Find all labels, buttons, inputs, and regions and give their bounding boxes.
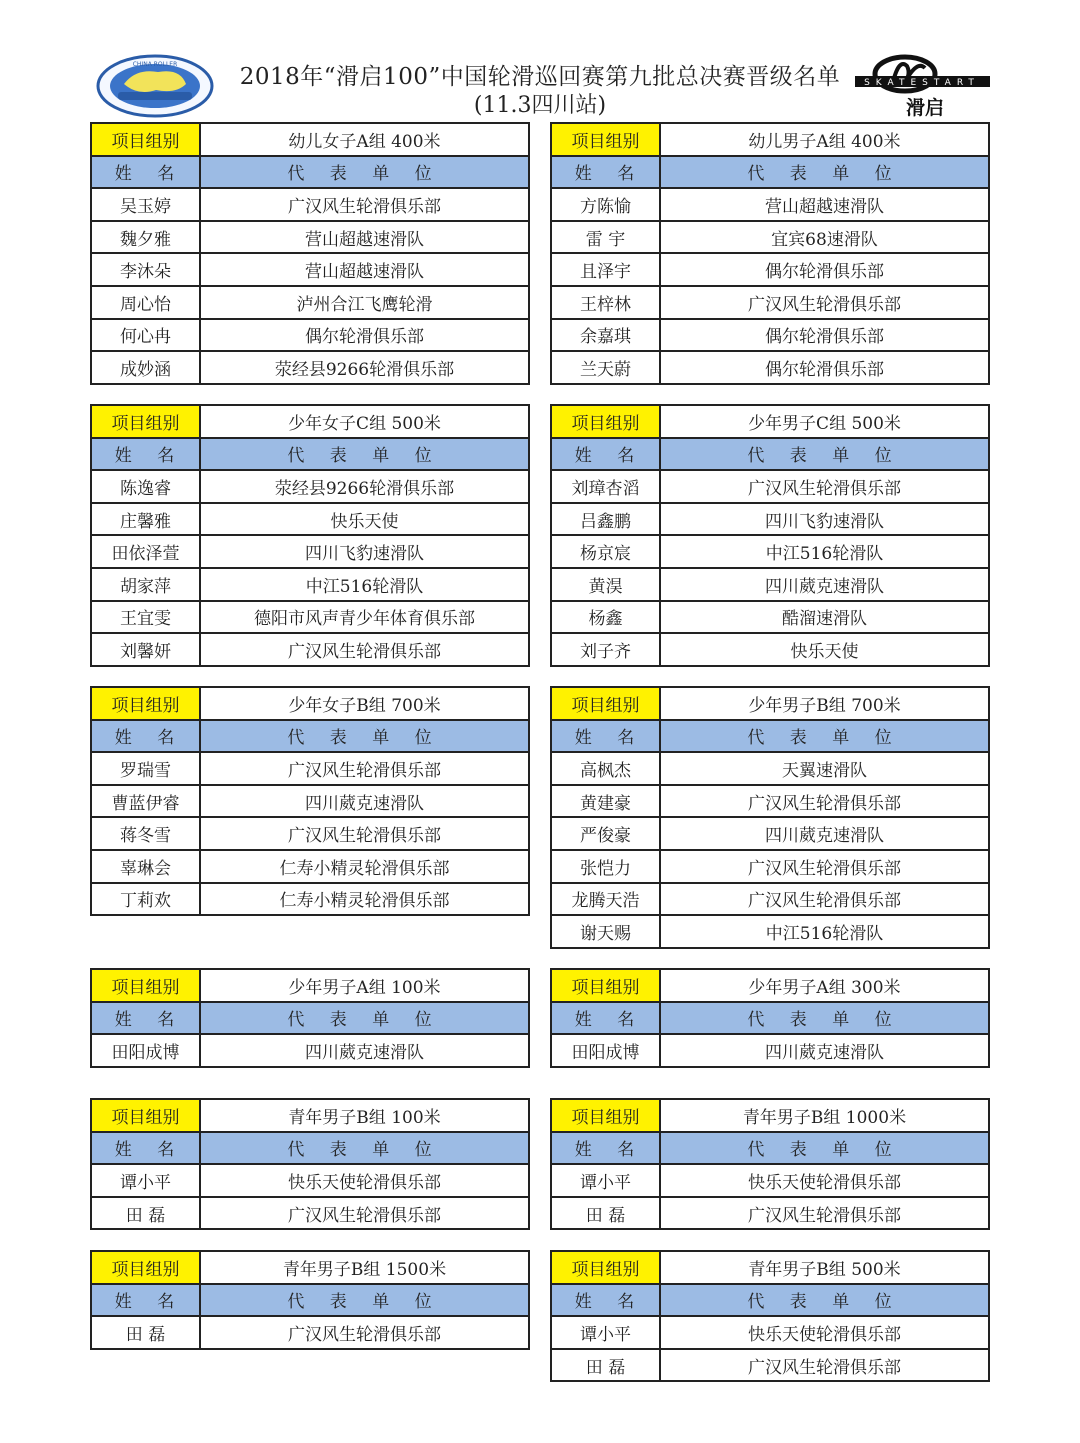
event-table <box>550 404 990 667</box>
table-row <box>552 634 988 667</box>
table-row <box>552 818 988 851</box>
name-column-header: 姓 名 <box>92 157 201 188</box>
team-name: 荥经县9266轮滑俱乐部 <box>274 359 455 380</box>
athlete-name: 何心冉 <box>92 320 201 351</box>
team-name: 广汉风生轮滑俱乐部 <box>748 858 901 879</box>
event-label: 项目组别 <box>92 688 201 719</box>
unit-column-header: 代 表 单 位 <box>747 728 902 749</box>
team-name: 仁寿小精灵轮滑俱乐部 <box>279 891 450 912</box>
event-label: 项目组别 <box>552 970 661 1001</box>
team-name: 营山超越速滑队 <box>765 196 884 217</box>
column-header-row <box>92 1285 528 1318</box>
table-row <box>552 189 988 222</box>
athlete-name: 刘子齐 <box>552 634 661 665</box>
event-row <box>92 1100 528 1133</box>
event-table <box>90 404 530 667</box>
table-row <box>92 569 528 602</box>
event-label: 项目组别 <box>92 406 201 437</box>
table-row <box>92 504 528 537</box>
column-header-row <box>552 721 988 754</box>
athlete-name: 田阳成博 <box>552 1035 661 1066</box>
athlete-name: 田 磊 <box>92 1317 201 1348</box>
table-row <box>552 254 988 287</box>
table-row <box>552 602 988 635</box>
name-column-header: 姓 名 <box>552 157 661 188</box>
unit-column-header: 代 表 单 位 <box>287 1140 442 1161</box>
athlete-name: 谭小平 <box>552 1317 661 1348</box>
table-row <box>92 1198 528 1231</box>
team-name: 广汉风生轮滑俱乐部 <box>748 1357 901 1378</box>
column-header-row <box>92 157 528 190</box>
page-subtitle: (11.3四川站) <box>473 93 607 118</box>
name-column-header: 姓 名 <box>92 1133 201 1164</box>
event-label: 项目组别 <box>552 688 661 719</box>
event-name: 少年女子B组 700米 <box>288 695 441 716</box>
athlete-name: 且泽宇 <box>552 254 661 285</box>
event-table <box>550 122 990 385</box>
logo-left-text: CHINA ROLLER <box>132 61 178 68</box>
table-row <box>92 287 528 320</box>
event-label: 项目组别 <box>552 406 661 437</box>
table-row <box>92 222 528 255</box>
table-row <box>92 352 528 385</box>
event-label: 项目组别 <box>552 124 661 155</box>
table-row <box>92 471 528 504</box>
event-label: 项目组别 <box>92 1100 201 1131</box>
athlete-name: 王宜雯 <box>92 602 201 633</box>
event-name: 青年男子B组 1000米 <box>742 1107 907 1128</box>
athlete-name: 兰天蔚 <box>552 352 661 383</box>
page-header <box>0 0 1080 122</box>
event-table <box>90 968 530 1068</box>
table-row <box>552 753 988 786</box>
athlete-name: 曹蓝伊睿 <box>92 786 201 817</box>
unit-column-header: 代 表 单 位 <box>287 446 442 467</box>
name-column-header: 姓 名 <box>92 1003 201 1034</box>
event-label: 项目组别 <box>92 124 201 155</box>
team-name: 广汉风生轮滑俱乐部 <box>748 793 901 814</box>
table-row <box>552 884 988 917</box>
name-column-header: 姓 名 <box>552 1133 661 1164</box>
team-name: 四川葳克速滑队 <box>305 1042 424 1063</box>
unit-column-header: 代 表 单 位 <box>747 164 902 185</box>
team-name: 仁寿小精灵轮滑俱乐部 <box>279 858 450 879</box>
column-header-row <box>552 1133 988 1166</box>
team-name: 广汉风生轮滑俱乐部 <box>288 196 441 217</box>
athlete-name: 黄淏 <box>552 569 661 600</box>
event-name: 青年男子B组 100米 <box>288 1107 441 1128</box>
column-header-row <box>552 439 988 472</box>
table-row <box>92 818 528 851</box>
team-name: 广汉风生轮滑俱乐部 <box>288 1205 441 1226</box>
unit-column-header: 代 表 单 位 <box>287 728 442 749</box>
column-header-row <box>552 1003 988 1036</box>
athlete-name: 严俊豪 <box>552 818 661 849</box>
table-row <box>92 254 528 287</box>
name-column-header: 姓 名 <box>552 1003 661 1034</box>
table-row <box>92 536 528 569</box>
event-table <box>90 686 530 916</box>
column-header-row <box>92 1133 528 1166</box>
event-table <box>550 1250 990 1382</box>
association-logo <box>96 54 214 118</box>
team-name: 四川葳克速滑队 <box>765 576 884 597</box>
athlete-name: 蒋冬雪 <box>92 818 201 849</box>
team-name: 快乐天使 <box>790 641 859 662</box>
event-table <box>90 1250 530 1350</box>
table-row <box>92 1317 528 1350</box>
athlete-name: 田 磊 <box>552 1350 661 1381</box>
athlete-name: 庄馨雅 <box>92 504 201 535</box>
table-row <box>552 851 988 884</box>
athlete-name: 田 磊 <box>552 1198 661 1229</box>
athlete-name: 罗瑞雪 <box>92 753 201 784</box>
team-name: 广汉风生轮滑俱乐部 <box>288 1324 441 1345</box>
event-table <box>90 1098 530 1230</box>
athlete-name: 田 磊 <box>92 1198 201 1229</box>
athlete-name: 龙腾天浩 <box>552 884 661 915</box>
column-header-row <box>92 721 528 754</box>
athlete-name: 杨鑫 <box>552 602 661 633</box>
athlete-name: 谭小平 <box>92 1165 201 1196</box>
team-name: 广汉风生轮滑俱乐部 <box>748 294 901 315</box>
athlete-name: 丁莉欢 <box>92 884 201 915</box>
table-row <box>92 753 528 786</box>
event-row <box>552 688 988 721</box>
event-name: 幼儿女子A组 400米 <box>288 131 441 152</box>
unit-column-header: 代 表 单 位 <box>747 446 902 467</box>
event-row <box>552 970 988 1003</box>
table-row <box>552 536 988 569</box>
table-row <box>92 320 528 353</box>
athlete-name: 成妙涵 <box>92 352 201 383</box>
event-label: 项目组别 <box>92 970 201 1001</box>
athlete-name: 杨京宸 <box>552 536 661 567</box>
athlete-name: 魏夕雅 <box>92 222 201 253</box>
table-row <box>552 569 988 602</box>
team-name: 广汉风生轮滑俱乐部 <box>288 760 441 781</box>
table-row <box>552 504 988 537</box>
athlete-name: 刘馨妍 <box>92 634 201 665</box>
logo-right-text: SKATESTART <box>864 78 980 88</box>
team-name: 偶尔轮滑俱乐部 <box>765 327 884 348</box>
event-row <box>552 1100 988 1133</box>
table-row <box>552 1165 988 1198</box>
event-name: 幼儿男子A组 400米 <box>748 131 901 152</box>
name-column-header: 姓 名 <box>552 721 661 752</box>
event-name: 青年男子B组 500米 <box>748 1259 901 1280</box>
table-row <box>92 884 528 917</box>
team-name: 中江516轮滑队 <box>305 576 424 597</box>
unit-column-header: 代 表 单 位 <box>287 1292 442 1313</box>
table-row <box>552 1350 988 1383</box>
team-name: 中江516轮滑队 <box>765 923 884 944</box>
team-name: 广汉风生轮滑俱乐部 <box>288 641 441 662</box>
team-name: 营山超越速滑队 <box>305 262 424 283</box>
athlete-name: 李沐朵 <box>92 254 201 285</box>
team-name: 德阳市风声青少年体育俱乐部 <box>254 609 475 630</box>
table-row <box>552 1198 988 1231</box>
table-row <box>92 634 528 667</box>
team-name: 荥经县9266轮滑俱乐部 <box>274 478 455 499</box>
athlete-name: 陈逸睿 <box>92 471 201 502</box>
athlete-name: 吕鑫鹏 <box>552 504 661 535</box>
athlete-name: 方陈愉 <box>552 189 661 220</box>
team-name: 广汉风生轮滑俱乐部 <box>288 826 441 847</box>
event-table <box>550 686 990 949</box>
page-title: 2018年“滑启100”中国轮滑巡回赛第九批总决赛晋级名单 <box>239 64 841 90</box>
table-row <box>552 287 988 320</box>
unit-column-header: 代 表 单 位 <box>747 1292 902 1313</box>
athlete-name: 谭小平 <box>552 1165 661 1196</box>
event-label: 项目组别 <box>92 1252 201 1283</box>
event-name: 少年男子A组 300米 <box>748 977 901 998</box>
table-row <box>92 786 528 819</box>
athlete-name: 余嘉琪 <box>552 320 661 351</box>
event-label: 项目组别 <box>552 1252 661 1283</box>
athlete-name: 张恺力 <box>552 851 661 882</box>
event-row <box>92 124 528 157</box>
team-name: 四川飞豹速滑队 <box>305 544 424 565</box>
event-table <box>550 1098 990 1230</box>
name-column-header: 姓 名 <box>92 721 201 752</box>
table-row <box>92 1035 528 1068</box>
unit-column-header: 代 表 单 位 <box>287 164 442 185</box>
event-table <box>90 122 530 385</box>
athlete-name: 田依泽萱 <box>92 536 201 567</box>
name-column-header: 姓 名 <box>92 1285 201 1316</box>
unit-column-header: 代 表 单 位 <box>287 1010 442 1031</box>
team-name: 偶尔轮滑俱乐部 <box>765 359 884 380</box>
column-header-row <box>552 157 988 190</box>
team-name: 偶尔轮滑俱乐部 <box>305 327 424 348</box>
athlete-name: 黄建豪 <box>552 786 661 817</box>
unit-column-header: 代 表 单 位 <box>747 1010 902 1031</box>
column-header-row <box>552 1285 988 1318</box>
event-row <box>92 406 528 439</box>
event-name: 少年女子C组 500米 <box>288 413 441 434</box>
column-header-row <box>92 1003 528 1036</box>
athlete-name: 周心怡 <box>92 287 201 318</box>
athlete-name: 高枫杰 <box>552 753 661 784</box>
table-row <box>552 471 988 504</box>
team-name: 快乐天使轮滑俱乐部 <box>748 1324 901 1345</box>
team-name: 快乐天使 <box>330 511 399 532</box>
table-row <box>552 320 988 353</box>
athlete-name: 王梓林 <box>552 287 661 318</box>
table-row <box>552 1035 988 1068</box>
event-row <box>552 406 988 439</box>
team-name: 泸州合江飞鹰轮滑 <box>296 294 433 315</box>
athlete-name: 谢天赐 <box>552 916 661 947</box>
team-name: 广汉风生轮滑俱乐部 <box>748 1205 901 1226</box>
team-name: 酷溜速滑队 <box>782 609 867 630</box>
event-label: 项目组别 <box>552 1100 661 1131</box>
team-name: 宜宾68速滑队 <box>771 229 878 250</box>
column-header-row <box>92 439 528 472</box>
team-name: 四川葳克速滑队 <box>765 826 884 847</box>
athlete-name: 胡家萍 <box>92 569 201 600</box>
name-column-header: 姓 名 <box>552 1285 661 1316</box>
table-row <box>552 786 988 819</box>
skatestart-logo <box>855 52 990 120</box>
team-name: 快乐天使轮滑俱乐部 <box>288 1172 441 1193</box>
team-name: 广汉风生轮滑俱乐部 <box>748 478 901 499</box>
event-row <box>552 124 988 157</box>
team-name: 四川葳克速滑队 <box>765 1042 884 1063</box>
event-name: 少年男子C组 500米 <box>748 413 901 434</box>
event-table <box>550 968 990 1068</box>
table-row <box>92 189 528 222</box>
team-name: 四川葳克速滑队 <box>305 793 424 814</box>
event-row <box>92 1252 528 1285</box>
athlete-name: 吴玉婷 <box>92 189 201 220</box>
athlete-name: 刘璋杏滔 <box>552 471 661 502</box>
name-column-header: 姓 名 <box>552 439 661 470</box>
team-name: 广汉风生轮滑俱乐部 <box>748 891 901 912</box>
event-row <box>92 688 528 721</box>
team-name: 快乐天使轮滑俱乐部 <box>748 1172 901 1193</box>
event-name: 少年男子A组 100米 <box>288 977 441 998</box>
table-row <box>552 916 988 949</box>
name-column-header: 姓 名 <box>92 439 201 470</box>
table-row <box>552 222 988 255</box>
team-name: 偶尔轮滑俱乐部 <box>765 262 884 283</box>
table-row <box>92 851 528 884</box>
athlete-name: 田阳成博 <box>92 1035 201 1066</box>
event-name: 少年男子B组 700米 <box>748 695 901 716</box>
athlete-name: 雷 宇 <box>552 222 661 253</box>
team-name: 中江516轮滑队 <box>765 544 884 565</box>
table-row <box>92 1165 528 1198</box>
unit-column-header: 代 表 单 位 <box>747 1140 902 1161</box>
table-row <box>552 1317 988 1350</box>
logo-right-cn: 滑启 <box>905 97 945 119</box>
event-row <box>552 1252 988 1285</box>
event-row <box>92 970 528 1003</box>
table-row <box>552 352 988 385</box>
table-row <box>92 602 528 635</box>
team-name: 营山超越速滑队 <box>305 229 424 250</box>
athlete-name: 辜琳会 <box>92 851 201 882</box>
team-name: 天翼速滑队 <box>782 760 867 781</box>
event-name: 青年男子B组 1500米 <box>282 1259 447 1280</box>
team-name: 四川飞豹速滑队 <box>765 511 884 532</box>
